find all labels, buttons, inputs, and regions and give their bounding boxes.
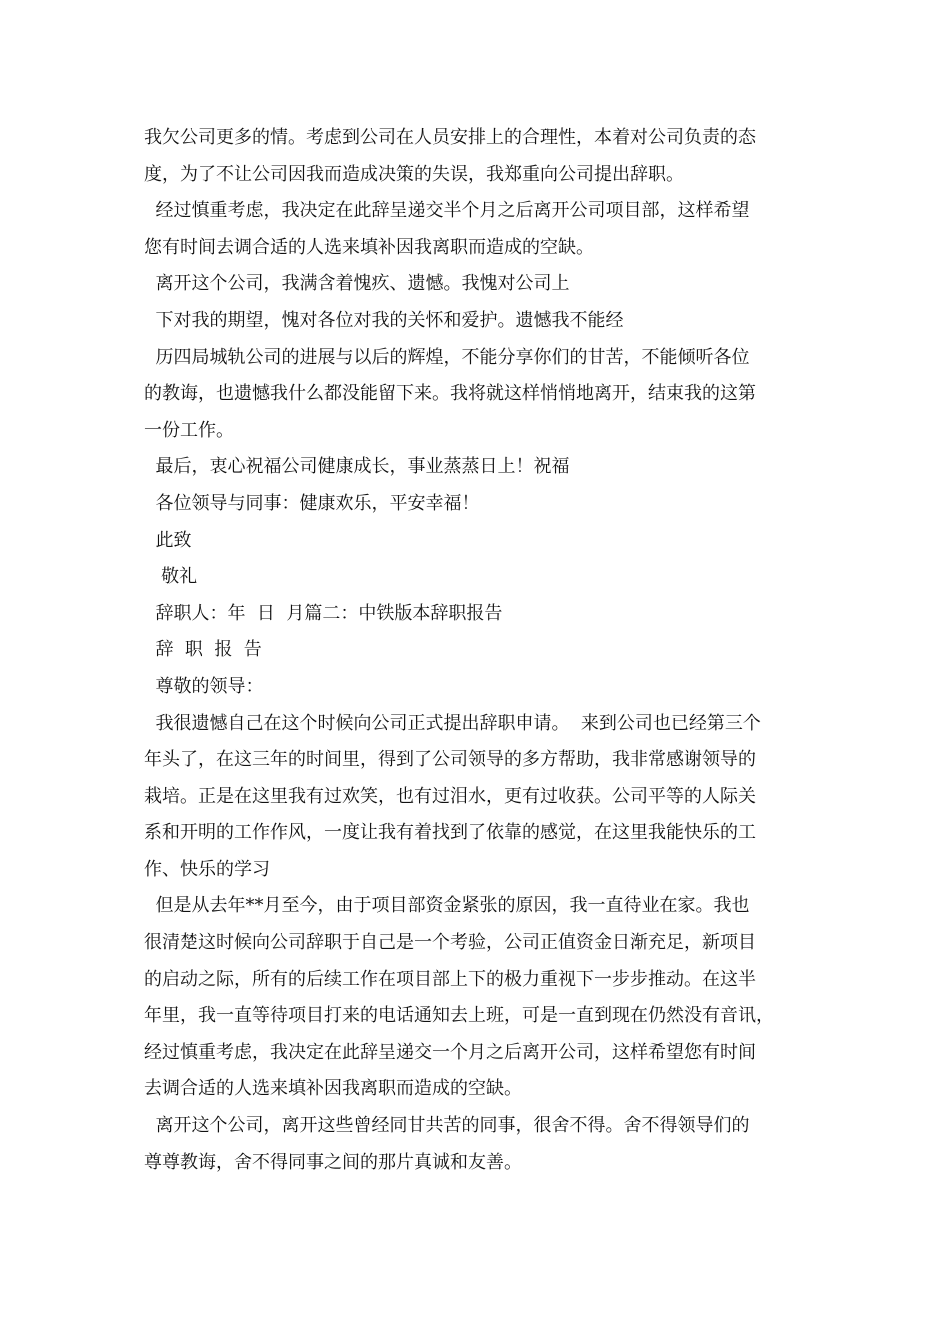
text-line: 作、快乐的学习	[144, 858, 270, 880]
text-line: 最后，衷心祝福公司健康成长，事业蒸蒸日上！祝福	[144, 456, 570, 478]
letter-body	[144, 120, 806, 1181]
text-line: 尊尊教诲，舍不得同事之间的那片真诚和友善。	[144, 1151, 522, 1173]
text-line: 一份工作。	[144, 419, 234, 441]
section-title: 辞 职 报 告	[144, 639, 262, 661]
text-line: 但是从去年**月至今，由于项目部资金紧张的原因，我一直待业在家。我也	[144, 895, 750, 917]
text-line: 年头了，在这三年的时间里，得到了公司领导的多方帮助，我非常感谢领导的	[144, 749, 756, 771]
text-line: 度，为了不让公司因我而造成决策的失误，我郑重向公司提出辞职。	[144, 163, 684, 185]
text-line: 去调合适的人选来填补因我离职而造成的空缺。	[144, 1078, 522, 1100]
text-line: 经过慎重考虑，我决定在此辞呈递交半个月之后离开公司项目部，这样希望	[144, 200, 750, 222]
text-line: 的教诲，也遗憾我什么都没能留下来。我将就这样悄悄地离开，结束我的这第	[144, 383, 756, 405]
text-line: 离开这个公司，我满含着愧疚、遗憾。我愧对公司上	[144, 273, 570, 295]
text-line: 年里，我一直等待项目打来的电话通知去上班，可是一直到现在仍然没有音讯，	[144, 1005, 774, 1027]
signature-line: 辞职人：年 日 月篇二：中铁版本辞职报告	[144, 602, 503, 624]
salutation-line: 此致	[144, 529, 192, 551]
text-line: 经过慎重考虑，我决定在此辞呈递交一个月之后离开公司，这样希望您有时间	[144, 1041, 756, 1063]
text-line: 栽培。正是在这里我有过欢笑，也有过泪水，更有过收获。公司平等的人际关	[144, 785, 756, 807]
text-line: 我欠公司更多的情。考虑到公司在人员安排上的合理性，本着对公司负责的态	[144, 127, 756, 148]
text-line: 您有时间去调合适的人选来填补因我离职而造成的空缺。	[144, 236, 594, 258]
salutation-line: 敬礼	[144, 566, 198, 588]
text-line: 系和开明的工作作风，一度让我有着找到了依靠的感觉，在这里我能快乐的工	[144, 822, 756, 844]
text-line: 下对我的期望，愧对各位对我的关怀和爱护。遗憾我不能经	[144, 309, 624, 331]
text-line: 历四局城轨公司的进展与以后的辉煌，不能分享你们的甘苦，不能倾听各位	[144, 346, 750, 368]
text-line: 我很遗憾自己在这个时候向公司正式提出辞职申请。 来到公司也已经第三个	[144, 712, 761, 734]
text-line: 离开这个公司，离开这些曾经同甘共苦的同事，很舍不得。舍不得领导们的	[144, 1115, 750, 1137]
text-line: 很清楚这时候向公司辞职于自己是一个考验，公司正值资金日渐充足，新项目	[144, 932, 756, 954]
text-line: 的启动之际，所有的后续工作在项目部上下的极力重视下一步步推动。在这半	[144, 968, 756, 990]
text-line: 各位领导与同事：健康欢乐，平安幸福！	[144, 492, 480, 514]
greeting-line: 尊敬的领导：	[144, 675, 264, 697]
